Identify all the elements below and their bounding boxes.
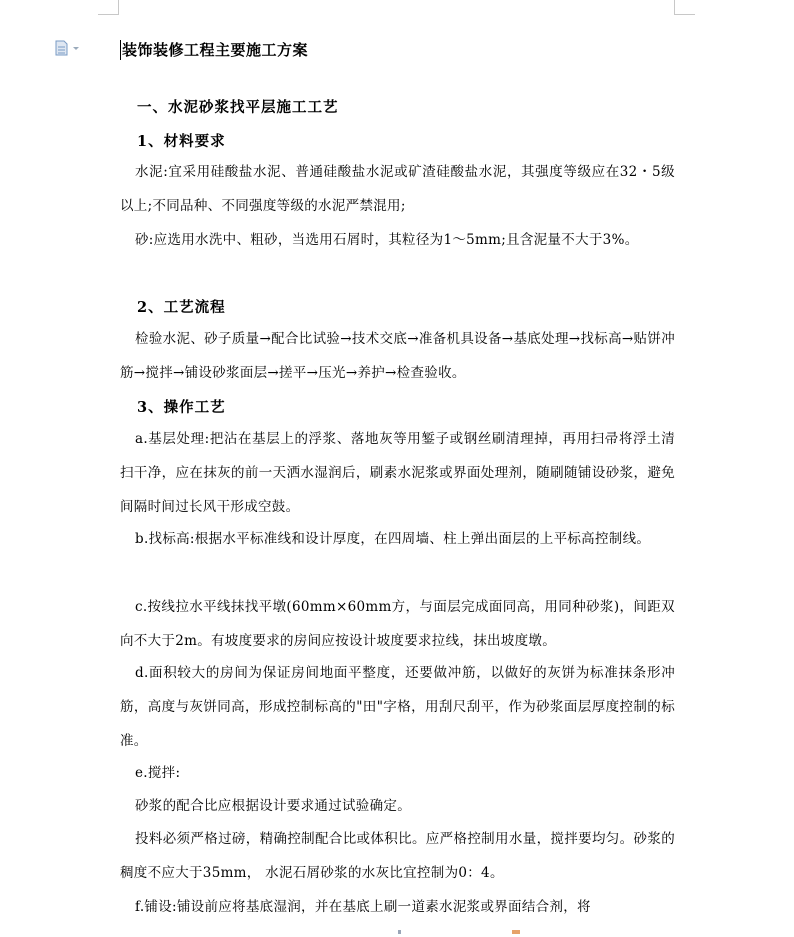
- bottom-mark-right: [512, 930, 520, 934]
- paragraph-step-b: b.找标高:根据水平标准线和设计厚度，在四周墙、柱上弹出面层的上平标高控制线。: [135, 531, 651, 547]
- subheading-materials: 1、材料要求: [137, 133, 226, 150]
- paragraph-step-e-dosing: 投料必须严格过磅，精确控制配合比或体积比。应严格控制用水量，搅拌要均匀。砂浆的稠度不应大于35mm， 水泥石屑砂浆的水灰比宜控制为0：4。: [120, 831, 675, 881]
- paragraph-step-f: f.铺设:铺设前应将基底湿润，并在基底上刷一道素水泥浆或界面结合剂，将: [135, 899, 591, 915]
- subheading-process-flow: 2、工艺流程: [137, 299, 226, 316]
- page-corner-top-left: [98, 0, 119, 15]
- text-cursor: [120, 40, 121, 60]
- document-title: 装饰装修工程主要施工方案: [122, 41, 309, 59]
- bottom-mark-left: [398, 930, 401, 934]
- paragraph-sand: 砂:应选用水洗中、粗砂，当选用石屑时，其粒径为1～5mm;且含泥量不大于3%。: [135, 232, 639, 248]
- page-corner-top-right: [674, 0, 695, 15]
- paragraph-cement: 水泥:宜采用硅酸盐水泥、普通硅酸盐水泥或矿渣硅酸盐水泥，其强度等级应在32・5级以上;不同品种、不同强度等级的水泥严禁混用;: [120, 164, 675, 214]
- paragraph-step-e-mix: 砂浆的配合比应根据设计要求通过试验确定。: [135, 798, 411, 814]
- subheading-operation: 3、操作工艺: [137, 399, 226, 416]
- paragraph-step-c: c.按线拉水平线抹找平墩(60mm×60mm方，与面层完成面同高，用同种砂浆)，间距双向不大于2m。有坡度要求的房间应按设计坡度要求拉线，抹出坡度墩。: [120, 599, 675, 649]
- document-outline-icon[interactable]: [54, 40, 84, 56]
- paragraph-step-e: e.搅拌:: [135, 765, 181, 781]
- paragraph-step-d: d.面积较大的房间为保证房间地面平整度，还要做冲筋，以做好的灰饼为标准抹条形冲筋，高度与灰饼同高，形成控制标高的"田"字格，用刮尺刮平，作为砂浆面层厚度控制的标准。: [120, 665, 675, 749]
- paragraph-step-a: a.基层处理:把沾在基层上的浮浆、落地灰等用錾子或钢丝刷清理掉，再用扫帚将浮土清扫干净，应在抹灰的前一天洒水湿润后，刷素水泥浆或界面处理剂，随刷随铺设砂浆，避免间隔时间过长风干形成空鼓。: [120, 431, 675, 515]
- paragraph-process-flow: 检验水泥、砂子质量→配合比试验→技术交底→准备机具设备→基底处理→找标高→贴饼冲筋→搅拌→铺设砂浆面层→搓平→压光→养护→检查验收。: [120, 331, 675, 381]
- section-heading-1: 一、水泥砂浆找平层施工工艺: [137, 99, 339, 116]
